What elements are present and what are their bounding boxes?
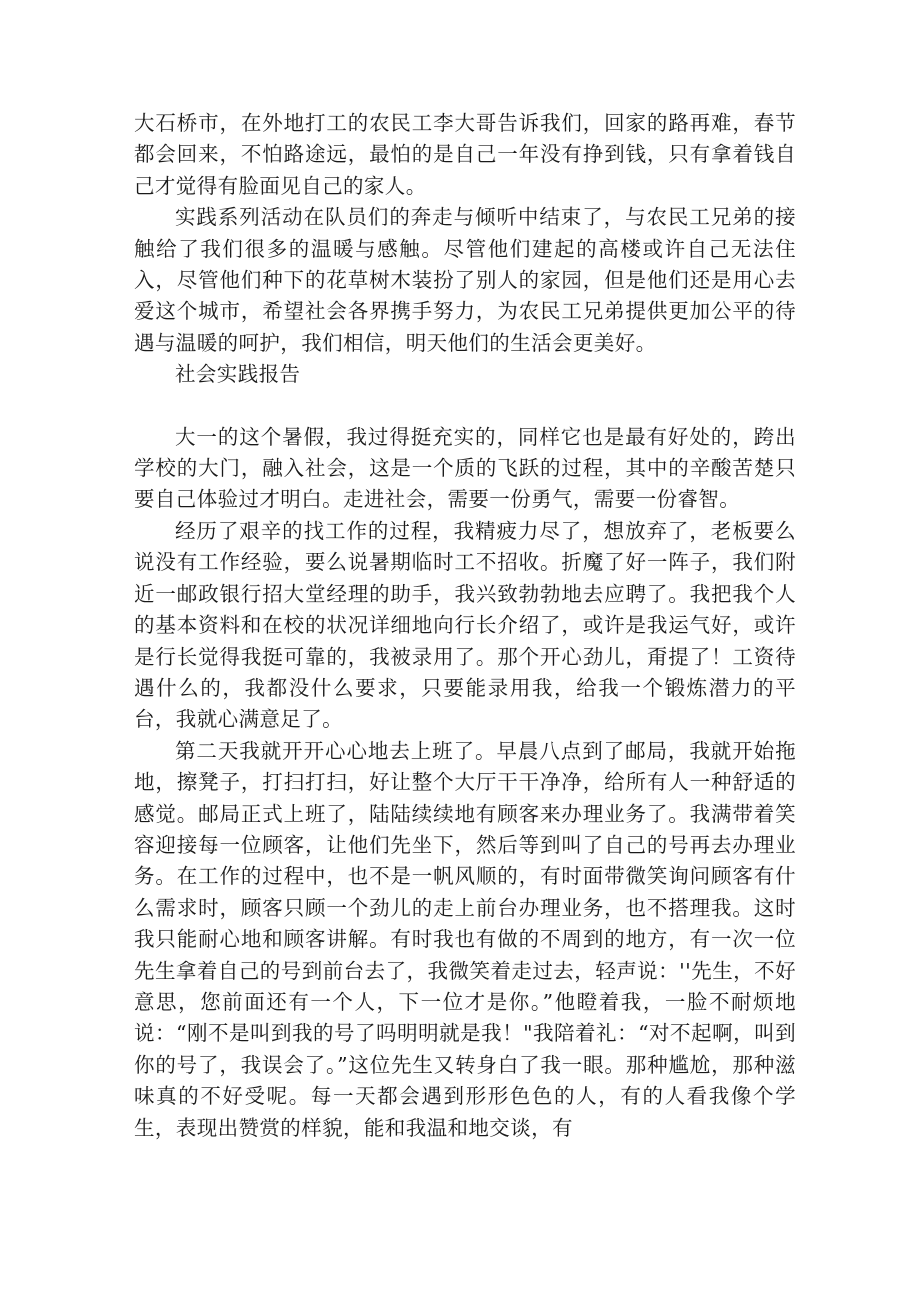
paragraph-2: 实践系列活动在队员们的奔走与倾听中结束了，与农民工兄弟的接触给了我们很多的温暖与感触。尽管他们建起的高楼或许自己无法住入，尽管他们种下的花草树木装扮了别人的家园，但是他们还是用心去爱这个城市，希望社会各界携手努力，为农民工兄弟提供更加公平的待遇与温暖的呵护，我们相信，明天他们的生活会更美好。 [134, 205, 796, 355]
body-paragraph-3: 第二天我就开开心心地去上班了。早晨八点到了邮局，我就开始拖地，擦凳子，打扫打扫，好让整个大厅干干净净，给所有人一种舒适的感觉。邮局正式上班了，陆陆续续地有顾客来办理业务了。我满带着笑容迎接每一位顾客，让他们先坐下，然后等到叫了自己的号再去办理业务。在工作的过程中，也不是一帆风顺的，有时面带微笑询问顾客有什么需求时，顾客只顾一个劲儿的走上前台办理业务，也不搭理我。这时我只能耐心地和顾客讲解。有时我也有做的不周到的地方，有一次一位先生拿着自己的号到前台去了，我微笑着走过去，轻声说：''先生，不好意思，您前面还有一个人，下一位才是你。”他瞪着我，一脸不耐烦地说：“刚不是叫到我的号了吗明明就是我！"我陪着礼：“对不起啊，叫到你的号了，我误会了。”这位先生又转身白了我一眼。那种尴尬，那种滋味真的不好受呢。每一天都会遇到形形色色的人，有的人看我像个学生，表现出赞赏的样貌，能和我温和地交谈，有 [134, 738, 796, 1140]
blank-line [134, 391, 796, 422]
document-page [134, 108, 796, 1144]
section-heading: 社会实践报告 [175, 362, 301, 387]
body-paragraph-1: 大一的这个暑假，我过得挺充实的，同样它也是最有好处的，跨出学校的大门，融入社会，这是一个质的飞跃的过程，其中的辛酸苦楚只要自己体验过才明白。走进社会，需要一份勇气，需要一份睿智。 [134, 424, 796, 512]
body-paragraph-2: 经历了艰辛的找工作的过程，我精疲力尽了，想放弃了，老板要么说没有工作经验，要么说暑期临时工不招收。折魔了好一阵子，我们附近一邮政银行招大堂经理的助手，我兴致勃勃地去应聘了。我把我个人的基本资料和在校的状况详细地向行长介绍了，或许是我运气好，或许是行长觉得我挺可靠的，我被录用了。那个开心劲儿，甭提了！工资待遇什么的，我都没什么要求，只要能录用我，给我一个锻炼潜力的平台，我就心满意足了。 [134, 518, 796, 732]
paragraph-1: 大石桥市，在外地打工的农民工李大哥告诉我们，回家的路再难，春节都会回来，不怕路途远，最怕的是自己一年没有挣到钱，只有拿着钱自己才觉得有脸面见自己的家人。 [134, 111, 796, 198]
